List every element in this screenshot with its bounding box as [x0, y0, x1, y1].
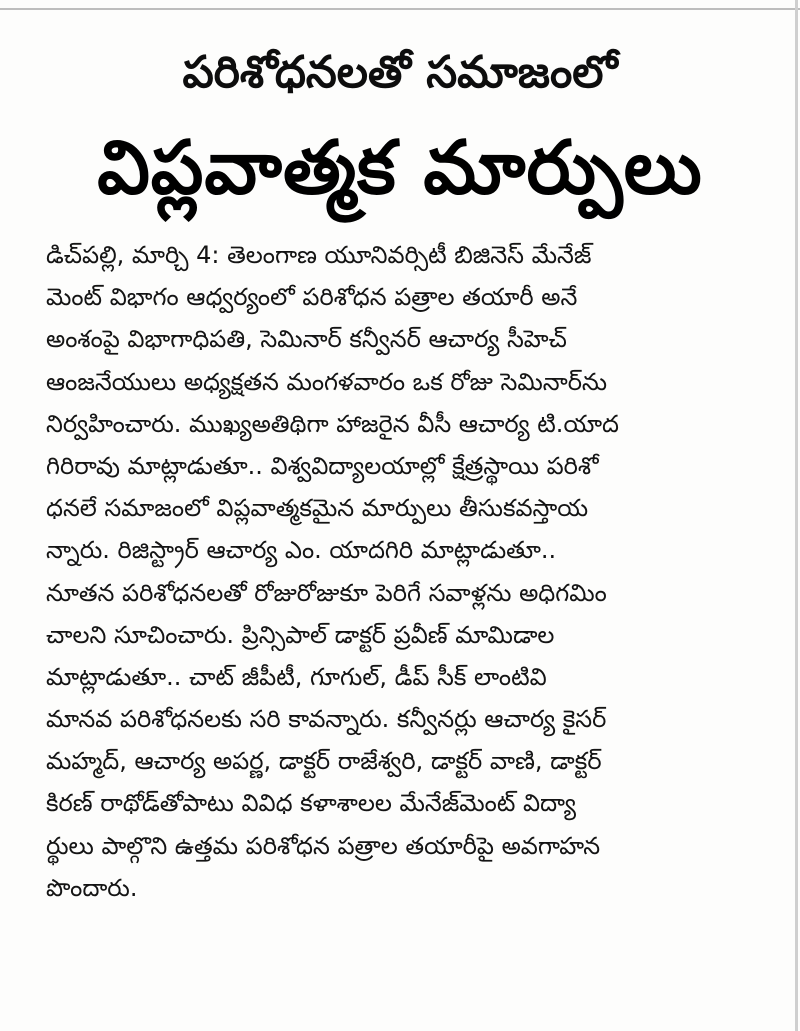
top-border-rule [0, 8, 800, 10]
body-line: చాలని సూచించారు. ప్రిన్సిపాల్ డాక్టర్ ప్రవీణ్ మామిడాల [46, 620, 555, 649]
body-line: మానవ పరిశోధనలకు సరి కావన్నారు. కన్వీనర్లు ఆచార్య కైసర్ [46, 705, 607, 734]
body-line: అంశంపై విభాగాధిపతి, సెమినార్ కన్వీనర్ ఆచార్య సీహెచ్ [46, 325, 567, 354]
body-line: ధనలే సమాజంలో విప్లవాత్మకమైన మార్పులు తీసుకవస్తాయ [46, 494, 589, 523]
article-kicker: పరిశోధనలతో సమాజంలో [182, 47, 618, 98]
body-line: మాట్లాడుతూ.. చాట్ జీపీటీ, గూగుల్, డీప్ సీక్ లాంటివి [46, 662, 547, 691]
body-line: నూతన పరిశోధనలతో రోజురోజుకూ పెరిగే సవాళ్లను అధిగమిం [46, 578, 607, 607]
body-line: కిరణ్ రాథోడ్‌తోపాటు వివిధ కళాశాలల మేనేజ్‌మెంట్ విద్యా [46, 789, 576, 818]
body-line: మెంట్ విభాగం ఆధ్వర్యంలో పరిశోధన పత్రాల తయారీ అనే [46, 283, 578, 312]
body-line: డిచ్‌పల్లి, మార్చి 4: తెలంగాణ యూనివర్సిటీ బిజినెస్ మేనేజ్ [46, 241, 592, 269]
article-body [46, 234, 758, 909]
body-line: ర్థులు పాల్గొని ఉత్తమ పరిశోధన పత్రాల తయారీపై అవగాహన [46, 831, 601, 860]
body-line: పొందారు. [46, 873, 138, 902]
body-line: మహ్మద్, ఆచార్య అపర్ణ, డాక్టర్ రాజేశ్వరి, డాక్టర్ వాణి, డాక్టర్ [46, 747, 602, 776]
article-headline: విప్లవాత్మక మార్పులు [97, 125, 703, 211]
body-line: గిరిరావు మాట్లాడుతూ.. విశ్వవిద్యాలయాల్లో క్షేత్రస్థాయి పరిశో [46, 451, 599, 480]
body-line: ఆంజనేయులు అధ్యక్షతన మంగళవారం ఒక రోజు సెమినార్‌ను [46, 367, 608, 396]
body-line: న్నారు. రిజిస్ట్రార్ ఆచార్య ఎం. యాదగిరి మాట్లాడుతూ.. [46, 536, 557, 565]
body-line: నిర్వహించారు. ముఖ్యఅతిథిగా హాజరైన వీసీ ఆచార్య టి.యాద [46, 409, 619, 438]
